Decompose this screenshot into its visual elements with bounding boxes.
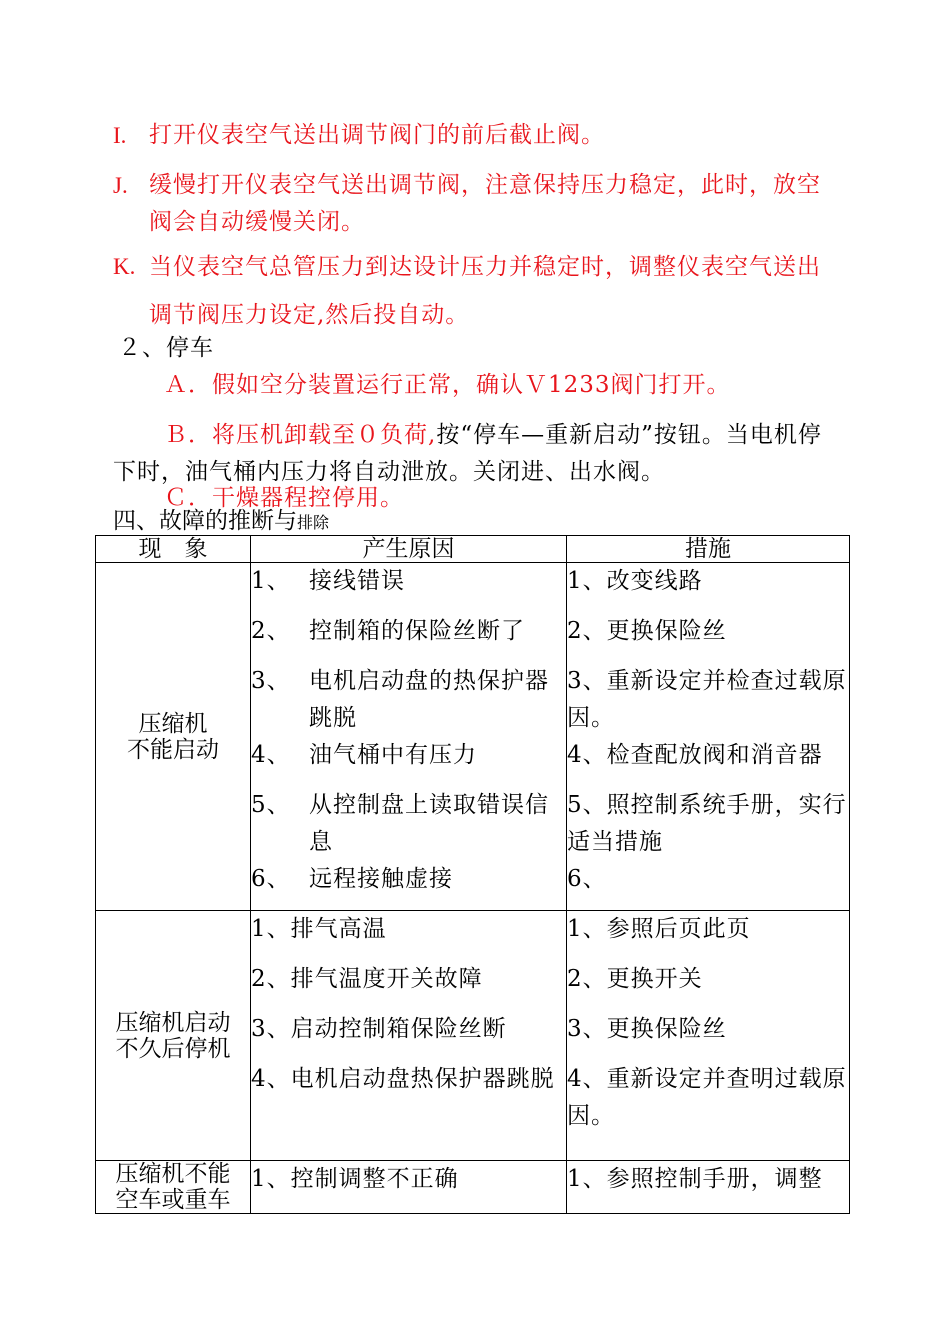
header-measure: 措施 bbox=[567, 536, 850, 563]
stop-step-b-rest: 按“停车—重新启动”按钮。当电机停下时，油气桶内压力将自动泄放。关闭进、出水阀。 bbox=[113, 422, 822, 485]
step-label: I. bbox=[113, 123, 127, 148]
cause-cell bbox=[251, 911, 567, 1161]
phenomenon-line: 压缩机启动 bbox=[115, 1009, 231, 1036]
cause-item: 4、电机启动盘热保护器跳脱 bbox=[251, 1066, 555, 1092]
step-label: J. bbox=[113, 173, 128, 198]
measure-item: 3、重新设定并检查过载原因。 bbox=[567, 668, 847, 731]
table-header-row bbox=[96, 536, 850, 563]
cause-item bbox=[251, 737, 566, 774]
header-cause: 产生原因 bbox=[251, 536, 567, 563]
phenomenon-line: 空车或重车 bbox=[115, 1187, 231, 1213]
cause-num: 6、 bbox=[251, 866, 291, 892]
cause-num: 2、 bbox=[251, 618, 291, 644]
measure-item: 3、更换保险丝 bbox=[567, 1016, 727, 1042]
cause-item bbox=[251, 861, 566, 898]
cause-item: 1、排气高温 bbox=[251, 916, 387, 942]
cause-item bbox=[251, 613, 566, 650]
cause-text: 电机启动盘的热保护器跳脱 bbox=[309, 668, 549, 731]
cause-text: 控制箱的保险丝断了 bbox=[309, 618, 525, 644]
section-four-heading bbox=[113, 506, 329, 538]
fault-table bbox=[95, 535, 850, 1214]
phenomenon-cell bbox=[96, 563, 251, 911]
measure-cell bbox=[567, 1161, 850, 1214]
phenomenon-line: 不能启动 bbox=[127, 736, 219, 763]
cause-item: 2、排气温度开关故障 bbox=[251, 966, 483, 992]
measure-item: 2、更换开关 bbox=[567, 966, 703, 992]
measure-item: 1、参照控制手册，调整 bbox=[567, 1166, 823, 1192]
phenomenon-line: 压缩机不能 bbox=[115, 1161, 231, 1187]
cause-text: 接线错误 bbox=[309, 568, 405, 594]
cause-text: 从控制盘上读取错误信息 bbox=[309, 792, 549, 855]
phenomenon-line: 不久后停机 bbox=[115, 1035, 231, 1062]
measure-item: 4、重新设定并查明过载原因。 bbox=[567, 1066, 847, 1129]
measure-cell bbox=[567, 911, 850, 1161]
step-text: 当仪表空气总管压力到达设计压力并稳定时，调整仪表空气送出调节阀压力设定,然后投自动。 bbox=[149, 254, 821, 328]
table-row bbox=[96, 911, 850, 1161]
phenomenon-cell bbox=[96, 1161, 251, 1214]
section-four-heading-main: 四、故障的推断与 bbox=[113, 508, 297, 534]
measure-cell bbox=[567, 563, 850, 911]
section-four-heading-small: 排除 bbox=[297, 513, 330, 532]
cause-num: 5、 bbox=[251, 792, 291, 818]
phenomenon-line: 压缩机 bbox=[138, 710, 208, 737]
table-row bbox=[96, 563, 850, 911]
cause-text: 油气桶中有压力 bbox=[309, 742, 477, 768]
measure-item: 1、参照后页此页 bbox=[567, 916, 751, 942]
measure-item: 1、改变线路 bbox=[567, 568, 703, 594]
cause-item: 3、启动控制箱保险丝断 bbox=[251, 1016, 507, 1042]
stop-step-a: Ａ．假如空分装置运行正常，确认Ｖ1233阀门打开。 bbox=[164, 372, 731, 398]
step-text: 打开仪表空气送出调节阀门的前后截止阀。 bbox=[149, 122, 605, 148]
step-i bbox=[113, 117, 843, 154]
step-label: K. bbox=[113, 254, 136, 279]
cause-num: 4、 bbox=[251, 742, 291, 768]
cause-num: 3、 bbox=[251, 668, 291, 694]
cause-item bbox=[251, 663, 566, 737]
measure-item: 6、 bbox=[567, 866, 607, 892]
cause-text: 远程接触虚接 bbox=[309, 866, 453, 892]
step-k bbox=[113, 243, 843, 339]
table-row bbox=[96, 1161, 850, 1214]
cause-cell bbox=[251, 1161, 567, 1214]
measure-item: 2、更换保险丝 bbox=[567, 618, 727, 644]
cause-item bbox=[251, 787, 566, 861]
cause-item bbox=[251, 563, 566, 600]
phenomenon-cell bbox=[96, 911, 251, 1161]
cause-num: 1、 bbox=[251, 568, 291, 594]
header-phenomenon: 现 象 bbox=[96, 536, 251, 563]
measure-item: 4、检查配放阀和消音器 bbox=[567, 742, 823, 768]
stop-step-c: Ｃ．干燥器程控停用。 bbox=[164, 485, 404, 511]
section-stop-heading: ２、停车 bbox=[118, 335, 214, 361]
measure-item: 5、照控制系统手册，实行适当措施 bbox=[567, 792, 847, 855]
stop-step-b-red: Ｂ．将压机卸载至０负荷, bbox=[164, 422, 437, 448]
step-j bbox=[113, 167, 843, 241]
cause-cell bbox=[251, 563, 567, 911]
step-text: 缓慢打开仪表空气送出调节阀，注意保持压力稳定，此时，放空阀会自动缓慢关闭。 bbox=[149, 172, 821, 235]
cause-item: 1、控制调整不正确 bbox=[251, 1166, 459, 1192]
